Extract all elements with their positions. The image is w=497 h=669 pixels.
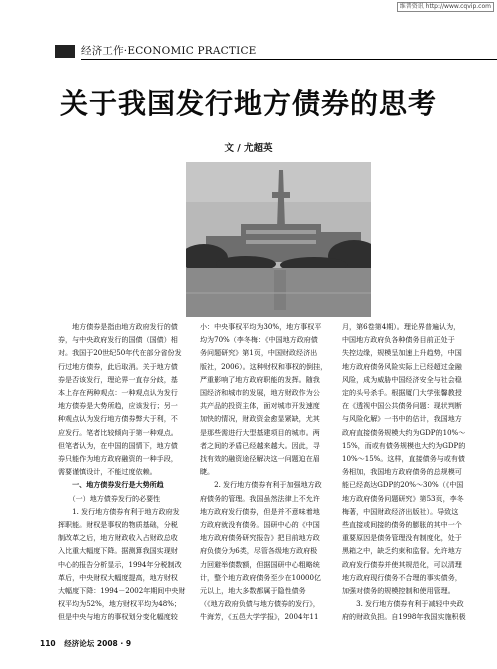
body-text-line: 府债务的管理。我国虽然法律上不允许 bbox=[200, 493, 320, 503]
photo-building-band bbox=[246, 230, 316, 234]
body-text-line: 大幅度下降：1994－2002年期间中央财 bbox=[58, 586, 186, 596]
body-text-line: 地方政府发行债券，但是并不意味着地 bbox=[200, 506, 320, 516]
body-text-line: 15%，而或有债务规模也大约为GDP的 bbox=[342, 440, 466, 450]
body-text-line: 小：中央事权平均为30%，地方事权平 bbox=[200, 322, 322, 331]
body-text-line: 月，第6卷第4期）。理论界普遍认为， bbox=[342, 322, 461, 331]
body-text-line: 1. 发行地方债券有利于地方政府发 bbox=[58, 506, 180, 516]
photo-reflection bbox=[274, 270, 286, 310]
body-text-line: 睫。 bbox=[200, 467, 215, 477]
article-photo bbox=[186, 162, 371, 317]
body-text-line: 地方政府债务问题研究》第53页，李冬 bbox=[342, 493, 464, 503]
body-text-line: 计，整个地方政府债务至少在10000亿 bbox=[200, 572, 322, 582]
body-text-line: 入比重大幅度下降。据测算我国实现财 bbox=[58, 546, 178, 556]
body-text-line: 元以上，地大多数都属于隐性债务 bbox=[200, 586, 306, 596]
body-text-line: （《地方政府负债与地方债券的发行》， bbox=[200, 599, 320, 609]
body-text-line: 地方政府现行债务不合理的事实债务， bbox=[342, 572, 462, 582]
body-text-line: 应发行。笔者比较倾向于第一种观点。 bbox=[58, 427, 178, 437]
body-text-line: 找有效的融资途径解决这一问题迫在眉 bbox=[200, 454, 320, 464]
section-label: 经济工作·ECONOMIC PRACTICE bbox=[81, 45, 257, 57]
body-text-line: 政府直接债务规模大约为GDP的10%～ bbox=[342, 427, 466, 437]
body-text-line: 政府发行债券并使其规范化，可以清理 bbox=[342, 559, 462, 569]
body-text-line: 严重影响了地方政府职能的发挥。随我 bbox=[200, 374, 320, 384]
body-text-line: 府负债分为6类，尽管各级地方政府极 bbox=[200, 546, 318, 556]
text-column-1 bbox=[58, 320, 188, 640]
body-text-line: 失控边缘，规模呈加速上升趋势，中国 bbox=[342, 348, 462, 358]
photo-ripple bbox=[186, 292, 371, 294]
watermark: 维普资讯 http://www.cqvip.com bbox=[397, 2, 494, 12]
body-text-line: 些直接或间接的债务的膨胀的其中一个 bbox=[342, 520, 462, 530]
body-text-line: 共产品的投资主体，面对城市开发速度 bbox=[200, 401, 320, 411]
body-text-line: 10%～15%。这样，直接债务与或有债 bbox=[342, 454, 465, 464]
body-text-line: 能已经高达GDP的20%～30%（《中国 bbox=[342, 480, 464, 490]
body-text-line: 是那些需进行大型基建项目的城市。两 bbox=[200, 427, 320, 437]
header-rule bbox=[81, 59, 497, 60]
page-number: 110 bbox=[40, 639, 56, 648]
body-text-line: 本上存在两种观点：一种观点认为发行 bbox=[58, 388, 178, 398]
body-text-line: 风险，成为威胁中国经济安全与社会稳 bbox=[342, 374, 462, 384]
section-heading: （一）地方债券发行的必要性 bbox=[58, 493, 161, 503]
body-text-line: 中国地方政府负各种债务目前正处于 bbox=[342, 335, 455, 345]
body-text-line: 地方债券是大势所趋，应该发行；另一 bbox=[58, 401, 178, 411]
article-author: 文 / 尤超英 bbox=[224, 143, 273, 154]
header-bar bbox=[55, 45, 75, 58]
body-text-line: 对。我国于20世纪50年代在部分省份发 bbox=[58, 348, 182, 358]
body-text-line: 梅著，中国财政经济出版社）。导致这 bbox=[342, 506, 459, 516]
body-text-line: 牛海芳，《五邑大学学报》，2004年11 bbox=[200, 612, 319, 622]
body-text-line: 版社，2006）。这种财权和事权的倒挂， bbox=[200, 361, 328, 371]
body-text-line: 加快的情况，财政资金愈显紧缺，尤其 bbox=[200, 414, 320, 424]
text-column-3 bbox=[342, 320, 477, 640]
text-column-2 bbox=[200, 320, 330, 640]
body-text-line: 定的头号杀手。根据厦门大学张馨教授 bbox=[342, 388, 462, 398]
body-text-line: 黑箱之中，缺乏约束和监督。允许地方 bbox=[342, 546, 462, 556]
body-text-line: 力回避举债数额，但据国研中心粗略统 bbox=[200, 559, 320, 569]
body-text-line: 在《透视中国公共债务问题：现状判断 bbox=[342, 401, 462, 411]
body-text-line: 方政府就没有债务。国研中心的《中国 bbox=[200, 520, 320, 530]
body-text-line: 革后，中央财权大幅度提高，地方财权 bbox=[58, 572, 178, 582]
body-text-line: 地方债券是指由地方政府发行的债 bbox=[58, 322, 178, 331]
body-text-line: 与风险化解》一书中的估计，我国地方 bbox=[342, 414, 462, 424]
body-text-line: 务问题研究》第1页，中国财政经济出 bbox=[200, 348, 318, 358]
section-heading: 一、地方债券发行是大势所趋 bbox=[58, 480, 164, 490]
journal-name: 经济论坛 2008 · 9 bbox=[64, 639, 132, 648]
building-photo-image bbox=[186, 162, 371, 317]
body-text-line: 中心的报告分析显示，1994年分税制改 bbox=[58, 559, 182, 569]
body-text-line: 加强对债务的规模控制和使用管理。 bbox=[342, 586, 455, 596]
body-text-line: 但笔者认为，在中国的国情下，地方债 bbox=[58, 440, 178, 450]
section-header bbox=[55, 44, 497, 60]
body-text-line: 重要原因是债务管理没有制度化，处于 bbox=[342, 533, 462, 543]
article-title: 关于我国发行地方债券的思考 bbox=[59, 87, 437, 120]
photo-building-band-2 bbox=[246, 240, 316, 244]
body-text-line: 种观点认为发行地方债券弊大于利，不 bbox=[58, 414, 178, 424]
body-text-line: 制改革之后，地方财政收入占财政总收 bbox=[58, 533, 178, 543]
body-text-line: 权平均为52%，地方财权平均为48%； bbox=[58, 599, 181, 609]
body-text-line: 券只能作为地方政府融资的一种手段， bbox=[58, 454, 178, 464]
body-text-line: 地方政府债务研究报告》把目前地方政 bbox=[200, 533, 320, 543]
body-text-line: 务相加，我国地方政府债务的总规模可 bbox=[342, 467, 462, 477]
body-text-line: 但是中央与地方的事权划分变化幅度较 bbox=[58, 612, 178, 622]
body-text-line: 府的财政负担。自1998年我国实施积极 bbox=[342, 612, 466, 622]
body-text-line: 需要谨慎设计，不能过度依赖。 bbox=[58, 467, 157, 477]
page-footer bbox=[40, 639, 137, 649]
body-text-line: 券是否该发行，理论界一直存分歧，基 bbox=[58, 374, 178, 384]
body-text-line: 者之间的矛盾已经越来越大。因此，寻 bbox=[200, 440, 320, 450]
body-text-line: 国经济和城市的发展，地方财政作为公 bbox=[200, 388, 320, 398]
photo-spire-ring bbox=[272, 192, 290, 198]
body-text-line: 3. 发行地方债券有利于减轻中央政 bbox=[342, 599, 464, 609]
body-text-line: 地方政府债务风险实际上已经超过金融 bbox=[342, 361, 462, 371]
body-text-line: 券，与中央政府发行的国债（国债）相 bbox=[58, 335, 178, 345]
body-text-line: 均为70%（李冬梅：《中国地方政府债 bbox=[200, 335, 318, 345]
body-text-line: 行过地方债券，此后取消。关于地方债 bbox=[58, 361, 178, 371]
body-text-line: 2. 发行地方债券有利于加强地方政 bbox=[200, 480, 322, 490]
body-text-line: 挥职能。财权是事权的物质基础，分税 bbox=[58, 520, 178, 530]
